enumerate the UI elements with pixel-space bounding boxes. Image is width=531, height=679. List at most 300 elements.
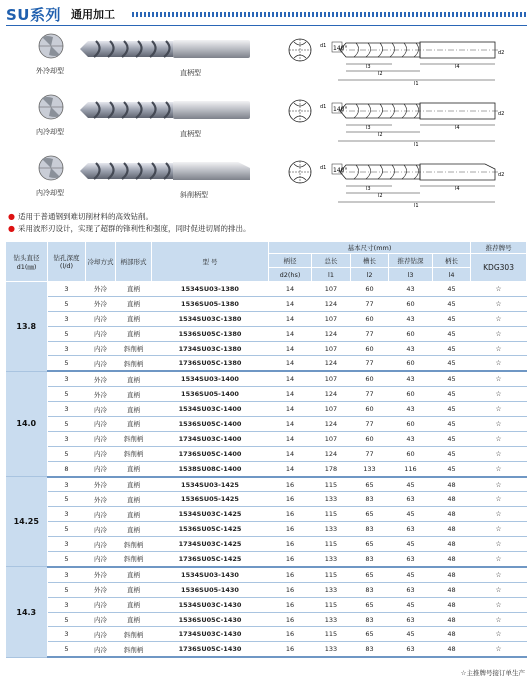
shank-len-cell: 45 [433,387,471,402]
shank-type-label: 直柄型 [180,69,201,77]
grade-cell: ☆ [471,387,527,402]
svg-text:l2: l2 [378,71,383,77]
col-shank: 柄部形式 [116,242,152,282]
shank-cell: 直柄 [116,282,152,297]
flute-len-cell: 65 [351,597,389,612]
grade-cell: ☆ [471,552,527,567]
model-cell: 1534SU03-1430 [152,567,269,582]
rec-depth-cell: 45 [389,507,433,522]
grade-cell: ☆ [471,492,527,507]
shank-cell: 直柄 [116,597,152,612]
rec-depth-cell: 60 [389,356,433,371]
depth-cell: 5 [48,446,86,461]
model-cell: 1536SU05-1430 [152,582,269,597]
grade-cell: ☆ [471,282,527,297]
depth-cell: 3 [48,507,86,522]
shank-len-cell: 45 [433,311,471,326]
flute-len-cell: 65 [351,627,389,642]
total-len-cell: 107 [312,282,351,297]
table-row [6,507,527,522]
depth-cell: 5 [48,296,86,311]
depth-cell: 3 [48,477,86,492]
depth-cell: 3 [48,597,86,612]
grade-cell: ☆ [471,582,527,597]
shank-len-cell: 45 [433,282,471,297]
note-item: ● 采用波形刃设计，实现了超群的锋利性和强度，同时促进切屑的排出。 [8,224,251,233]
shank-dia-cell: 16 [269,492,312,507]
model-cell: 1536SU05-1425 [152,492,269,507]
rec-depth-cell: 60 [389,326,433,341]
shank-dia-cell: 16 [269,642,312,657]
flute-len-cell: 60 [351,431,389,446]
drill-photo-icon [78,95,253,125]
col-shank-d: 柄径 [269,254,312,268]
col-depth: 钻孔深度 (l/d) [48,242,86,282]
model-cell: 1538SU08C-1400 [152,461,269,476]
depth-cell: 3 [48,311,86,326]
total-len-cell: 178 [312,461,351,476]
depth-cell: 8 [48,461,86,476]
cooling-cell: 内冷 [86,522,116,537]
shank-cell: 直柄 [116,582,152,597]
sym-total: l1 [312,268,351,282]
grade-cell: ☆ [471,567,527,582]
cooling-cell: 内冷 [86,402,116,417]
depth-cell: 5 [48,356,86,371]
depth-cell: 3 [48,402,86,417]
shank-dia-cell: 14 [269,296,312,311]
flute-len-cell: 65 [351,507,389,522]
col-grade-name: KDG303 [471,254,527,282]
table-row [6,552,527,567]
shank-dia-cell: 16 [269,477,312,492]
model-cell: 1736SU05C-1425 [152,552,269,567]
shank-cell: 斜削柄 [116,642,152,657]
shank-len-cell: 45 [433,402,471,417]
header-underline [6,25,527,26]
cooling-cell: 内冷 [86,341,116,356]
drill-tip-icon [34,154,68,182]
cooling-cell: 内冷 [86,461,116,476]
shank-dia-cell: 14 [269,446,312,461]
shank-len-cell: 48 [433,477,471,492]
cooling-cell: 内冷 [86,597,116,612]
table-row [6,492,527,507]
table-row [6,627,527,642]
col-total: 总长 [312,254,351,268]
rec-depth-cell: 60 [389,387,433,402]
depth-cell: 5 [48,612,86,627]
cooling-cell: 外冷 [86,477,116,492]
shank-len-cell: 48 [433,612,471,627]
flute-len-cell: 65 [351,537,389,552]
shank-dia-cell: 14 [269,282,312,297]
svg-text:d2: d2 [498,172,505,178]
svg-text:d2: d2 [498,111,505,117]
shank-len-cell: 48 [433,582,471,597]
shank-cell: 斜削柄 [116,552,152,567]
svg-text:140°: 140° [333,106,348,113]
cooling-cell: 内冷 [86,446,116,461]
model-cell: 1734SU03C-1400 [152,431,269,446]
total-len-cell: 107 [312,402,351,417]
col-flute: 槽长 [351,254,389,268]
rec-depth-cell: 63 [389,612,433,627]
col-model: 型 号 [152,242,269,282]
footnote: ☆主推牌号接订单生产 [460,669,525,677]
model-cell: 1736SU05C-1430 [152,642,269,657]
model-cell: 1734SU03C-1425 [152,537,269,552]
flute-len-cell: 77 [351,296,389,311]
table-row [6,582,527,597]
shank-len-cell: 48 [433,627,471,642]
grade-cell: ☆ [471,597,527,612]
model-cell: 1536SU05C-1380 [152,326,269,341]
shank-cell: 斜削柄 [116,627,152,642]
shank-len-cell: 48 [433,492,471,507]
drill-photo-icon [78,34,253,64]
table-row [6,522,527,537]
flute-len-cell: 83 [351,492,389,507]
depth-cell: 5 [48,642,86,657]
svg-text:l2: l2 [378,193,383,199]
grade-cell: ☆ [471,642,527,657]
shank-dia-cell: 16 [269,552,312,567]
technical-drawing-icon [280,89,530,151]
flute-len-cell: 77 [351,356,389,371]
sym-shank-len: l4 [433,268,471,282]
shank-cell: 直柄 [116,417,152,432]
col-basic: 基本尺寸(mm) [269,242,471,254]
table-row [6,642,527,657]
table-row [6,446,527,461]
total-len-cell: 115 [312,537,351,552]
depth-cell: 5 [48,417,86,432]
svg-text:d1: d1 [320,165,327,171]
svg-text:d1: d1 [320,43,327,49]
flute-len-cell: 65 [351,477,389,492]
shank-dia-cell: 16 [269,612,312,627]
model-cell: 1534SU03C-1430 [152,597,269,612]
total-len-cell: 124 [312,417,351,432]
svg-text:l1: l1 [414,142,419,148]
model-cell: 1534SU03C-1380 [152,311,269,326]
table-row [6,431,527,446]
rec-depth-cell: 60 [389,296,433,311]
shank-dia-cell: 16 [269,537,312,552]
cooling-cell: 内冷 [86,642,116,657]
rec-depth-cell: 63 [389,642,433,657]
cooling-cell: 内冷 [86,356,116,371]
shank-cell: 直柄 [116,296,152,311]
depth-cell: 3 [48,567,86,582]
diameter-cell: 13.8 [6,282,48,372]
rec-depth-cell: 43 [389,311,433,326]
cooling-cell: 外冷 [86,387,116,402]
svg-text:l4: l4 [455,64,460,70]
cooling-cell: 外冷 [86,582,116,597]
depth-cell: 5 [48,387,86,402]
depth-cell: 3 [48,341,86,356]
model-cell: 1534SU03C-1400 [152,402,269,417]
series-title: SU系列 [6,5,61,24]
cooling-cell: 内冷 [86,431,116,446]
shank-len-cell: 45 [433,326,471,341]
page-header [6,4,115,24]
table-row [6,612,527,627]
grade-cell: ☆ [471,446,527,461]
rec-depth-cell: 63 [389,552,433,567]
rec-depth-cell: 63 [389,582,433,597]
flute-len-cell: 60 [351,402,389,417]
shank-len-cell: 45 [433,446,471,461]
table-row [6,477,527,492]
spec-body [6,282,527,658]
svg-text:140°: 140° [333,45,348,52]
rec-depth-cell: 43 [389,341,433,356]
total-len-cell: 124 [312,446,351,461]
shank-cell: 直柄 [116,461,152,476]
model-cell: 1534SU03C-1425 [152,507,269,522]
shank-dia-cell: 16 [269,507,312,522]
total-len-cell: 107 [312,311,351,326]
total-len-cell: 107 [312,431,351,446]
col-cool: 冷却方式 [86,242,116,282]
drill-photo-icon [78,156,253,186]
svg-text:d2: d2 [498,50,505,56]
total-len-cell: 124 [312,326,351,341]
cooling-cell: 外冷 [86,296,116,311]
rec-depth-cell: 45 [389,627,433,642]
grade-cell: ☆ [471,296,527,311]
total-len-cell: 133 [312,492,351,507]
svg-text:l3: l3 [366,125,371,131]
shank-dia-cell: 14 [269,311,312,326]
depth-cell: 3 [48,627,86,642]
total-len-cell: 107 [312,341,351,356]
total-len-cell: 124 [312,296,351,311]
svg-text:d1: d1 [320,104,327,110]
shank-len-cell: 45 [433,371,471,386]
rec-depth-cell: 63 [389,492,433,507]
rec-depth-cell: 43 [389,282,433,297]
grade-cell: ☆ [471,431,527,446]
total-len-cell: 115 [312,567,351,582]
shank-cell: 斜削柄 [116,446,152,461]
table-row [6,326,527,341]
total-len-cell: 133 [312,522,351,537]
total-len-cell: 133 [312,612,351,627]
model-cell: 1536SU05C-1430 [152,612,269,627]
table-row [6,597,527,612]
rec-depth-cell: 45 [389,597,433,612]
model-cell: 1536SU05-1380 [152,296,269,311]
grade-cell: ☆ [471,371,527,386]
shank-dia-cell: 14 [269,417,312,432]
shank-len-cell: 48 [433,642,471,657]
shank-dia-cell: 14 [269,431,312,446]
shank-cell: 斜削柄 [116,341,152,356]
flute-len-cell: 65 [351,567,389,582]
total-len-cell: 124 [312,387,351,402]
depth-cell: 5 [48,492,86,507]
col-shank-len: 柄长 [433,254,471,268]
shank-len-cell: 45 [433,356,471,371]
model-cell: 1536SU05C-1400 [152,417,269,432]
total-len-cell: 115 [312,627,351,642]
rec-depth-cell: 116 [389,461,433,476]
cooling-cell: 外冷 [86,492,116,507]
model-cell: 1734SU03C-1380 [152,341,269,356]
shank-cell: 斜削柄 [116,537,152,552]
cooling-cell: 外冷 [86,567,116,582]
drill-row [0,28,531,90]
rec-depth-cell: 43 [389,402,433,417]
flute-len-cell: 83 [351,522,389,537]
shank-len-cell: 48 [433,537,471,552]
grade-cell: ☆ [471,341,527,356]
model-cell: 1534SU03-1425 [152,477,269,492]
table-row [6,461,527,476]
shank-len-cell: 48 [433,552,471,567]
drill-tip-icon [34,32,68,60]
shank-dia-cell: 14 [269,341,312,356]
total-len-cell: 115 [312,507,351,522]
shank-dia-cell: 16 [269,522,312,537]
flute-len-cell: 83 [351,582,389,597]
flute-len-cell: 83 [351,642,389,657]
svg-text:l2: l2 [378,132,383,138]
shank-len-cell: 45 [433,461,471,476]
bullet-icon: ● [8,212,15,221]
drill-row [0,150,531,212]
technical-drawing-icon [280,28,530,90]
total-len-cell: 107 [312,371,351,386]
shank-cell: 直柄 [116,492,152,507]
cooling-cell: 内冷 [86,552,116,567]
sym-flute: l2 [351,268,389,282]
depth-cell: 5 [48,582,86,597]
grade-cell: ☆ [471,477,527,492]
table-row [6,341,527,356]
flute-len-cell: 60 [351,311,389,326]
depth-cell: 3 [48,431,86,446]
flute-len-cell: 77 [351,417,389,432]
rec-depth-cell: 45 [389,537,433,552]
rec-depth-cell: 63 [389,522,433,537]
model-cell: 1736SU05C-1400 [152,446,269,461]
grade-cell: ☆ [471,311,527,326]
flute-len-cell: 77 [351,326,389,341]
drill-row [0,89,531,151]
shank-cell: 直柄 [116,326,152,341]
series-subtitle: 通用加工 [70,8,115,21]
sym-rec: l3 [389,268,433,282]
model-cell: 1534SU03-1400 [152,371,269,386]
shank-cell: 直柄 [116,507,152,522]
spec-table [5,241,527,658]
shank-dia-cell: 14 [269,461,312,476]
grade-cell: ☆ [471,612,527,627]
shank-len-cell: 48 [433,597,471,612]
shank-len-cell: 45 [433,417,471,432]
rec-depth-cell: 43 [389,371,433,386]
table-row [6,356,527,371]
shank-cell: 直柄 [116,567,152,582]
technical-drawing-icon [280,150,530,212]
depth-cell: 3 [48,371,86,386]
shank-dia-cell: 16 [269,627,312,642]
cooling-label: 内冷却型 [36,128,64,136]
model-cell: 1736SU05C-1380 [152,356,269,371]
model-cell: 1534SU03-1380 [152,282,269,297]
col-rec-depth: 推荐钻深 [389,254,433,268]
flute-len-cell: 83 [351,552,389,567]
table-row [6,417,527,432]
cooling-cell: 内冷 [86,326,116,341]
total-len-cell: 133 [312,582,351,597]
cooling-cell: 外冷 [86,282,116,297]
rec-depth-cell: 45 [389,477,433,492]
grade-cell: ☆ [471,326,527,341]
cooling-cell: 内冷 [86,627,116,642]
grade-cell: ☆ [471,417,527,432]
header-rule [132,12,527,17]
cooling-label: 内冷却型 [36,189,64,197]
flute-len-cell: 60 [351,341,389,356]
shank-dia-cell: 16 [269,567,312,582]
flute-len-cell: 83 [351,612,389,627]
shank-cell: 直柄 [116,477,152,492]
total-len-cell: 133 [312,552,351,567]
svg-text:l4: l4 [455,186,460,192]
cooling-cell: 内冷 [86,417,116,432]
flute-len-cell: 60 [351,371,389,386]
total-len-cell: 115 [312,477,351,492]
sym-shank-d: d2(hs) [269,268,312,282]
shank-dia-cell: 16 [269,582,312,597]
shank-len-cell: 45 [433,341,471,356]
shank-len-cell: 48 [433,522,471,537]
table-row [6,296,527,311]
bullet-icon: ● [8,224,15,233]
diameter-cell: 14.0 [6,371,48,476]
table-row [6,282,527,297]
shank-dia-cell: 14 [269,371,312,386]
depth-cell: 3 [48,282,86,297]
table-row [6,567,527,582]
shank-dia-cell: 14 [269,387,312,402]
shank-dia-cell: 14 [269,326,312,341]
depth-cell: 3 [48,537,86,552]
shank-dia-cell: 14 [269,356,312,371]
diameter-cell: 14.25 [6,477,48,567]
shank-cell: 斜削柄 [116,431,152,446]
model-cell: 1536SU05C-1425 [152,522,269,537]
shank-len-cell: 45 [433,431,471,446]
depth-cell: 5 [48,326,86,341]
grade-cell: ☆ [471,537,527,552]
cooling-label: 外冷却型 [36,67,64,75]
svg-text:l1: l1 [414,203,419,209]
feature-notes [8,211,250,235]
svg-text:l4: l4 [455,125,460,131]
shank-cell: 直柄 [116,311,152,326]
flute-len-cell: 60 [351,282,389,297]
rec-depth-cell: 60 [389,417,433,432]
shank-len-cell: 48 [433,507,471,522]
shank-cell: 直柄 [116,387,152,402]
